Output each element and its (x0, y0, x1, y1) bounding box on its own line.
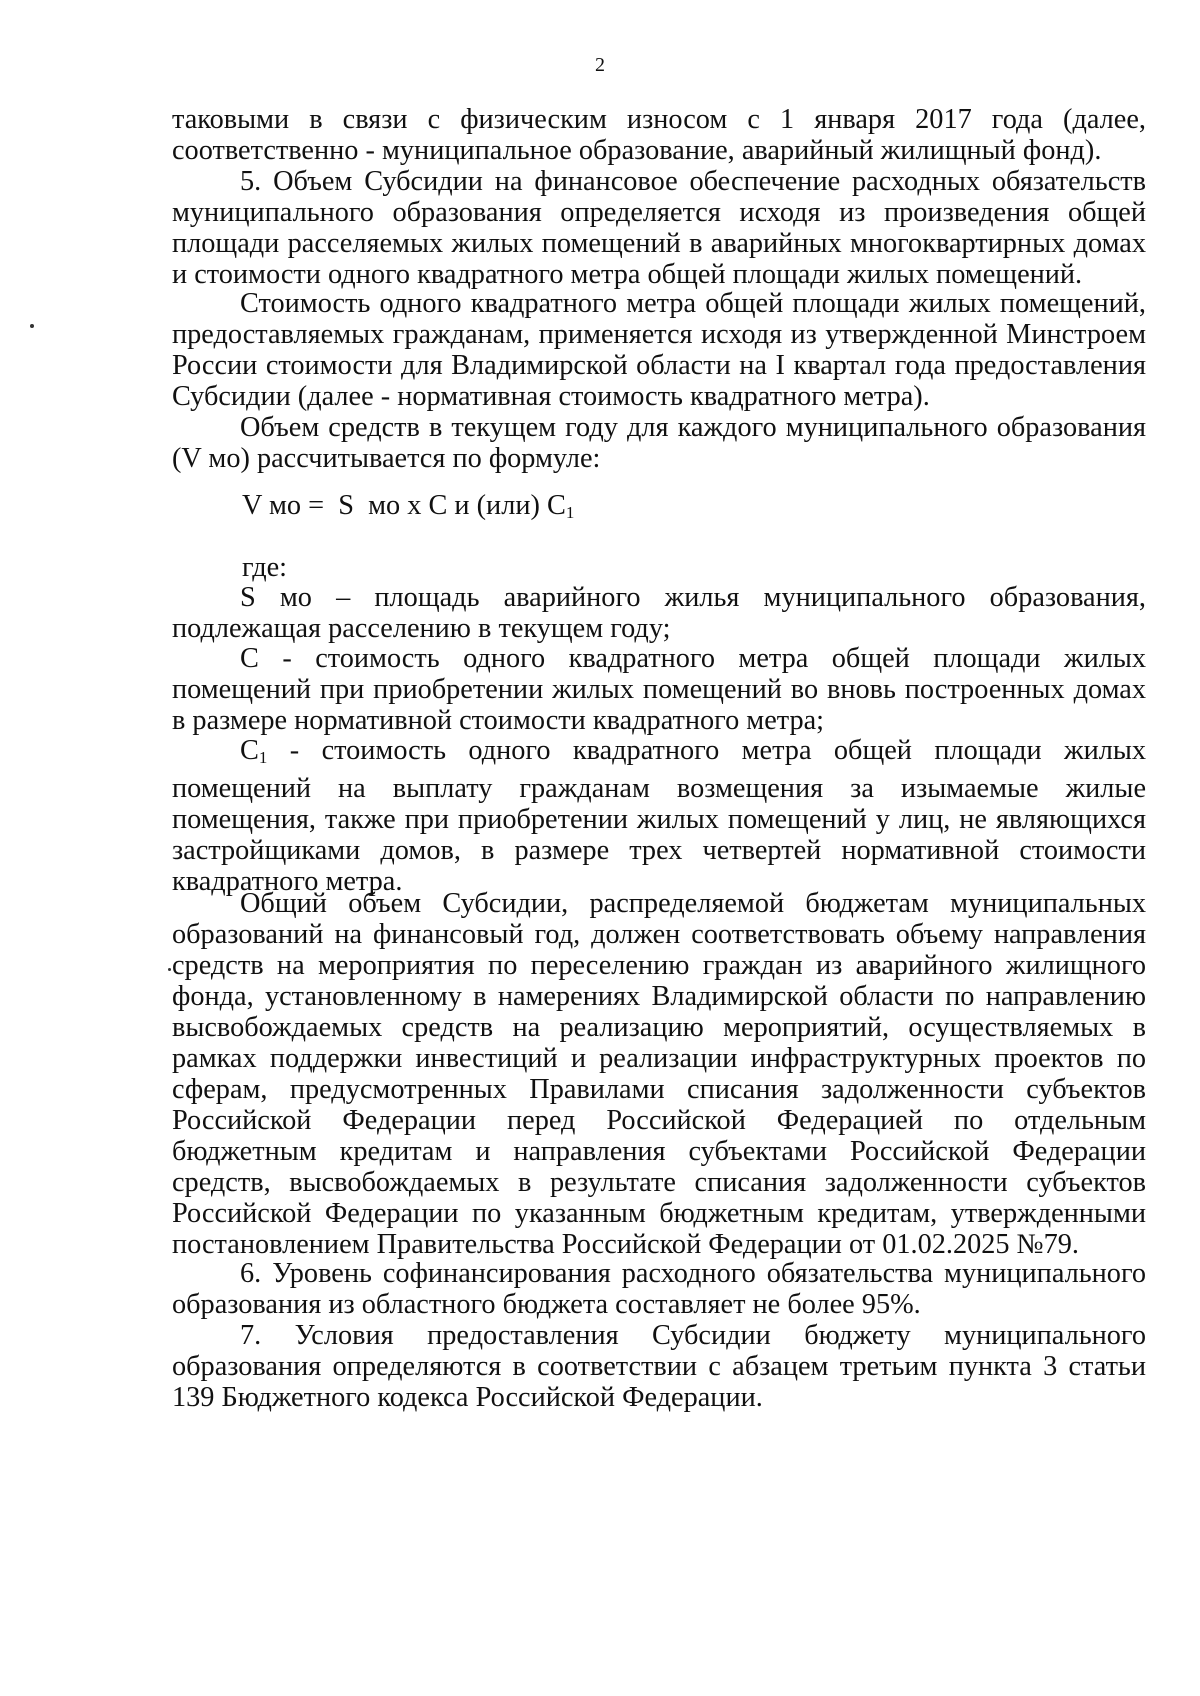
paragraph-7: 7. Условия предоставления Субсидии бюджету муниципального образования определяются в соответствии с абзацем третьим пункта 3 статьи 139 Бюджетного кодекса Российской Федерации. (172, 1320, 1146, 1413)
paragraph-continuation: таковыми в связи с физическим износом с 1 января 2017 года (далее, соответственно - муниципальное образование, аварийный жилищный фонд). (172, 104, 1146, 166)
paragraph-6: 6. Уровень софинансирования расходного обязательства муниципального образования из областного бюджета составляет не более 95%. (172, 1258, 1146, 1320)
paragraph-total: Общий объем Субсидии, распределяемой бюджетам муниципальных образований на финансовый год, должен соответствовать объему направления средств на мероприятия по переселению граждан из аварийного жилищного фонда, установленному в намерениях Владимирской области по направлению высвобождаемых средств на реализацию мероприятий, осуществляемых в рамках поддержки инвестиций и реализации инфраструктурных проектов по сферам, предусмотренных Правилами списания задолженности субъектов Российской Федерации перед Российской Федерацией по отдельным бюджетным кредитам и направления субъектами Российской Федерации средств, высвобождаемых в результате списания задолженности субъектов Российской Федерации по указанным бюджетным кредитам, утвержденными постановлением Правительства Российской Федерации от 01.02.2025 №79. (172, 888, 1146, 1260)
paragraph-5: 5. Объем Субсидии на финансовое обеспечение расходных обязательств муниципального образования определяется исходя из произведения общей площади расселяемых жилых помещений в аварийных многоквартирных домах и стоимости одного квадратного метра общей площади жилых помещений. (172, 166, 1146, 290)
scan-speck (168, 968, 171, 971)
definition-c1-subscript: 1 (258, 748, 268, 767)
scan-speck (30, 324, 34, 328)
definition-s: S мо – площадь аварийного жилья муниципального образования, подлежащая расселению в текущем году; (172, 582, 1146, 644)
formula (242, 490, 574, 528)
paragraph-volume: Объем средств в текущем году для каждого муниципального образования (V мо) рассчитывается по формуле: (172, 412, 1146, 474)
definition-c: С - стоимость одного квадратного метра общей площади жилых помещений при приобретении жилых помещений во вновь построенных домах в размере нормативной стоимости квадратного метра; (172, 643, 1146, 736)
definition-c1-symbol: С (240, 735, 259, 766)
formula-main: V мо = S мо х С и (или) С (242, 490, 566, 521)
where-label: где: (242, 552, 288, 583)
paragraph-cost: Стоимость одного квадратного метра общей площади жилых помещений, предоставляемых гражданам, применяется исходя из утвержденной Минстроем России стоимости для Владимирской области на I квартал года предоставления Субсидии (далее - нормативная стоимость квадратного метра). (172, 288, 1146, 412)
page-number: 2 (595, 54, 605, 76)
definition-c1 (172, 735, 1146, 897)
formula-subscript: 1 (565, 503, 575, 522)
definition-c1-text: - стоимость одного квадратного метра общей площади жилых помещений на выплату гражданам возмещения за изымаемые жилые помещения, также при приобретении жилых помещений у лиц, не являющихся застройщиками домов, в размере трех четвертей нормативной стоимости квадратного метра. (172, 735, 1146, 897)
